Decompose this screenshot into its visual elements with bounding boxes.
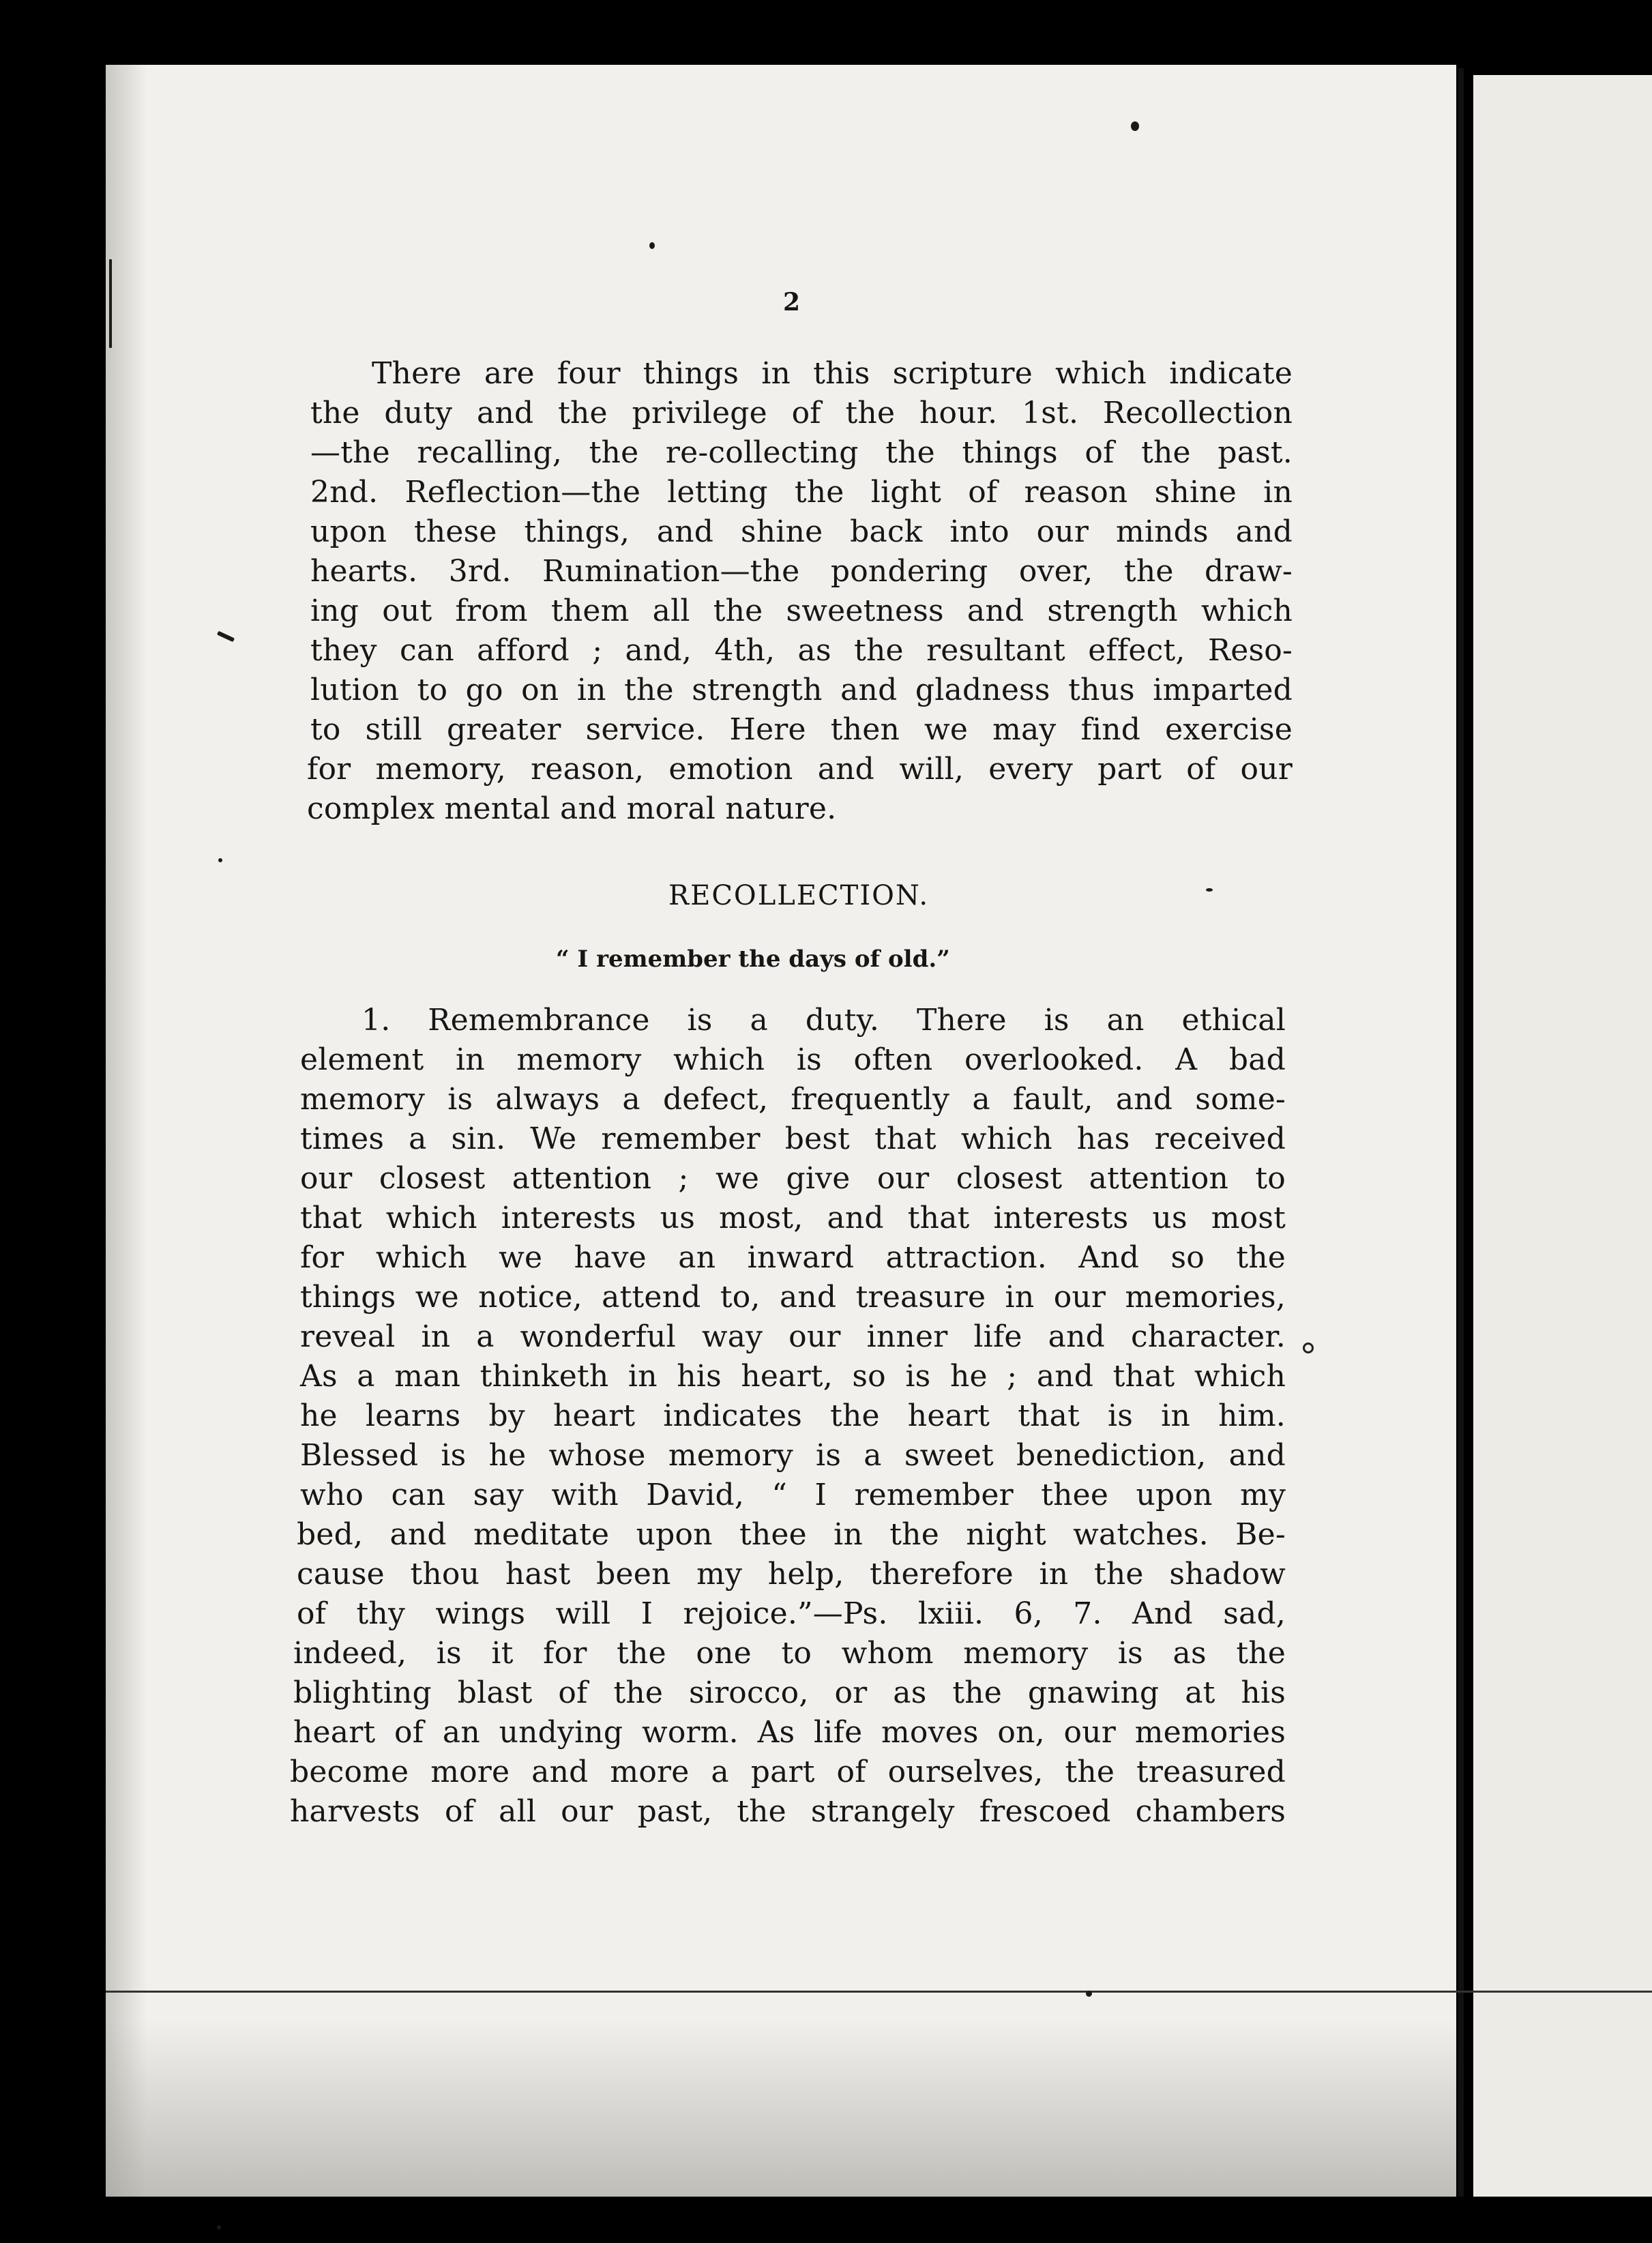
text-line: blighting blast of the sirocco, or as the gnawing at his xyxy=(293,1675,1286,1710)
text-line: who can say with David, “ I remember thee upon my xyxy=(300,1478,1286,1512)
text-line: 1. Remembrance is a duty. There is an ethical xyxy=(362,1003,1286,1038)
text-line: As a man thinketh in his heart, so is he ; and that which xyxy=(300,1359,1286,1394)
text-line: that which interests us most, and that interests us most xyxy=(300,1201,1286,1235)
scan-speck xyxy=(1206,888,1213,892)
scan-speck xyxy=(1086,1991,1092,1997)
book-spine xyxy=(1458,68,1464,2197)
page-number: 2 xyxy=(783,288,801,317)
text-line: memory is always a defect, frequently a fault, and some- xyxy=(300,1082,1286,1117)
scan-speck xyxy=(218,858,222,862)
text-line: bed, and meditate upon thee in the night watches. Be- xyxy=(297,1517,1286,1552)
text-line: Blessed is he whose memory is a sweet benediction, and xyxy=(300,1438,1286,1473)
scan-speck xyxy=(217,2225,221,2229)
text-line: they can afford ; and, 4th, as the resultant effect, Reso- xyxy=(310,633,1293,668)
text-line: of thy wings will I rejoice.”—Ps. lxiii. 6, 7. And sad, xyxy=(297,1596,1286,1631)
text-line: heart of an undying worm. As life moves on, our memories xyxy=(293,1715,1286,1750)
text-line: harvests of all our past, the strangely frescoed chambers xyxy=(290,1794,1286,1829)
text-line: for memory, reason, emotion and will, every part of our xyxy=(307,752,1293,787)
text-line: indeed, is it for the one to whom memory is as the xyxy=(293,1636,1286,1671)
text-line: times a sin. We remember best that which has received xyxy=(300,1122,1286,1156)
text-line: lution to go on in the strength and gladness thus imparted xyxy=(310,673,1293,707)
scan-speck xyxy=(1303,1343,1314,1353)
adjacent-page xyxy=(1473,75,1652,2197)
section-heading: RECOLLECTION. xyxy=(668,880,930,911)
text-line: become more and more a part of ourselves, the treasured xyxy=(290,1755,1286,1789)
scan-speck xyxy=(109,259,112,348)
text-line: upon these things, and shine back into our minds and xyxy=(310,514,1293,549)
text-line: our closest attention ; we give our closest attention to xyxy=(300,1161,1286,1196)
text-line: complex mental and moral nature. xyxy=(307,791,837,826)
scan-speck xyxy=(649,242,655,249)
text-line: reveal in a wonderful way our inner life and character. xyxy=(300,1319,1286,1354)
text-line: things we notice, attend to, and treasure in our memories, xyxy=(300,1280,1286,1315)
scan-speck xyxy=(1131,121,1139,131)
text-line: hearts. 3rd. Rumination—the pondering over, the draw- xyxy=(310,554,1293,589)
text-line: ing out from them all the sweetness and strength which xyxy=(310,593,1293,628)
text-line: cause thou hast been my help, therefore in the shadow xyxy=(297,1557,1286,1592)
text-line: —the recalling, the re-collecting the things of the past. xyxy=(310,435,1293,470)
text-line: he learns by heart indicates the heart that is in him. xyxy=(300,1398,1286,1433)
text-line: 2nd. Reflection—the letting the light of reason shine in xyxy=(310,475,1293,510)
text-line: to still greater service. Here then we may find exercise xyxy=(310,712,1293,747)
bottom-rule xyxy=(106,1991,1652,1993)
text-line: for which we have an inward attraction. And so the xyxy=(300,1240,1286,1275)
epigraph: “ I remember the days of old.” xyxy=(556,945,950,973)
text-line: element in memory which is often overlooked. A bad xyxy=(300,1042,1286,1077)
text-line: There are four things in this scripture which indicate xyxy=(372,356,1293,391)
text-line: the duty and the privilege of the hour. 1st. Recollection xyxy=(310,396,1293,430)
